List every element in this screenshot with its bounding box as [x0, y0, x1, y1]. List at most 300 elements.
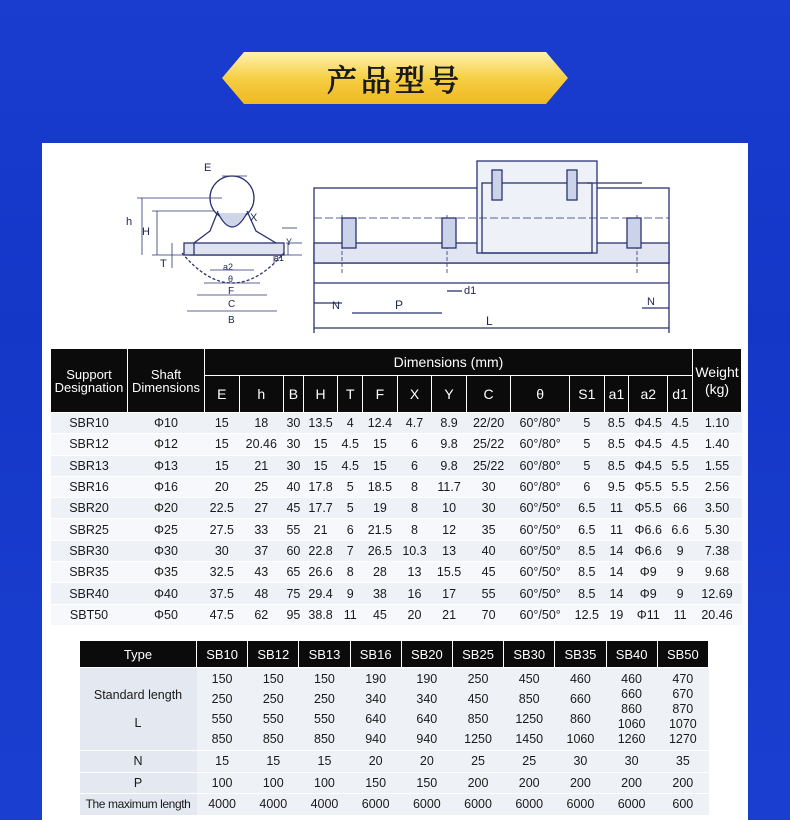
length-value: 250: [314, 692, 335, 706]
table-cell: 60°/80°: [511, 476, 570, 497]
table-cell: 1.40: [693, 434, 742, 455]
table-cell: 15: [303, 434, 338, 455]
table-cell: Φ13: [128, 455, 205, 476]
row-label-max-length: The maximum length: [80, 794, 197, 816]
length-value: 1450: [515, 732, 544, 746]
table-cell: 8.5: [604, 455, 629, 476]
table-cell: 21: [303, 519, 338, 540]
table-cell: Φ5.5: [629, 476, 668, 497]
dim-col-header: d1: [668, 376, 693, 413]
table-cell: 20: [397, 604, 432, 625]
type-header: SB35: [555, 641, 606, 668]
table-cell: 30: [284, 413, 304, 434]
table-cell: [197, 668, 248, 751]
length-value: 550: [262, 712, 284, 726]
type-header: SB30: [504, 641, 555, 668]
col-weight: Weight (kg): [693, 349, 742, 413]
label-theta: θ: [228, 274, 234, 284]
table-cell: 60°/50°: [511, 540, 570, 561]
table-cell: SBR40: [51, 583, 128, 604]
table-cell: 26.6: [303, 562, 338, 583]
table-cell: 45: [284, 498, 304, 519]
table-row: [51, 540, 742, 561]
table-cell: 60°/50°: [511, 604, 570, 625]
table-cell: 4: [338, 413, 363, 434]
table-row: [51, 498, 742, 519]
length-value: 1270: [668, 731, 697, 746]
table-cell: 5: [570, 455, 605, 476]
table-cell: Φ16: [128, 476, 205, 497]
table-cell: 200: [452, 772, 503, 794]
table-cell: 22/20: [466, 413, 510, 434]
table-cell: 8.5: [570, 562, 605, 583]
table-cell: 7: [338, 540, 363, 561]
table-cell: 17.8: [303, 476, 338, 497]
table-cell: 19: [363, 498, 398, 519]
table-cell: 9: [668, 562, 693, 583]
table-cell: 9: [338, 583, 363, 604]
length-value: 940: [365, 732, 387, 746]
table-cell: 20: [350, 751, 401, 773]
table-cell: Φ25: [128, 519, 205, 540]
spec-table: [50, 348, 742, 626]
table-cell: 3.50: [693, 498, 742, 519]
table-cell: 8: [397, 498, 432, 519]
table-cell: 150: [350, 772, 401, 794]
table-cell: 15: [363, 455, 398, 476]
table-cell: 30: [284, 434, 304, 455]
table-cell: 60°/80°: [511, 413, 570, 434]
table-cell: 19: [604, 604, 629, 625]
label-H: H: [142, 226, 150, 238]
table-cell: 16: [397, 583, 432, 604]
table-cell: 8.9: [432, 413, 467, 434]
table-cell: 1.55: [693, 455, 742, 476]
table-cell: Φ9: [629, 562, 668, 583]
table-cell: 11: [604, 498, 629, 519]
table-cell: 30: [205, 540, 240, 561]
table-cell: [401, 668, 452, 751]
length-table: [79, 640, 709, 816]
table-cell: 14: [604, 562, 629, 583]
table-row: [51, 455, 742, 476]
table-cell: 200: [606, 772, 657, 794]
dim-col-header: Y: [432, 376, 467, 413]
table-cell: [452, 668, 503, 751]
table-cell: 6000: [606, 794, 657, 816]
table-cell: Φ4.5: [629, 455, 668, 476]
table-cell: 6: [397, 434, 432, 455]
label-T: T: [160, 258, 167, 270]
table-cell: 66: [668, 498, 693, 519]
table-cell: [299, 668, 350, 751]
table-cell: 70: [466, 604, 510, 625]
table-cell: 200: [657, 772, 708, 794]
label-C: C: [228, 299, 236, 310]
length-value: 340: [365, 692, 387, 706]
dim-col-header: F: [363, 376, 398, 413]
table-cell: 60°/50°: [511, 498, 570, 519]
table-cell: Φ11: [629, 604, 668, 625]
table-cell: 55: [284, 519, 304, 540]
table-cell: 30: [466, 498, 510, 519]
table-cell: 17.7: [303, 498, 338, 519]
table-cell: Φ6.6: [629, 540, 668, 561]
table-cell: 11.7: [432, 476, 467, 497]
table-cell: 5: [338, 498, 363, 519]
table-cell: 37: [239, 540, 283, 561]
table-cell: 4.5: [668, 434, 693, 455]
length-value: 340: [416, 692, 438, 706]
table-cell: 6000: [350, 794, 401, 816]
table-cell: 30: [606, 751, 657, 773]
table-cell: 12.69: [693, 583, 742, 604]
label-N-left: N: [332, 300, 340, 312]
length-value: 1070: [668, 716, 697, 731]
length-value: 450: [518, 672, 540, 686]
table-cell: 47.5: [205, 604, 240, 625]
table-cell: 37.5: [205, 583, 240, 604]
table-cell: 35: [466, 519, 510, 540]
table-cell: [350, 668, 401, 751]
label-Y: Y: [286, 237, 293, 247]
label-X: X: [250, 212, 258, 224]
length-value: 850: [467, 712, 489, 726]
table-cell: 43: [239, 562, 283, 583]
table-cell: Φ20: [128, 498, 205, 519]
length-value: 460: [569, 672, 591, 686]
table-cell: 4000: [197, 794, 248, 816]
table-cell: 60°/50°: [511, 562, 570, 583]
dimension-diagram: [42, 143, 748, 343]
table-cell: 30: [284, 455, 304, 476]
length-value: 670: [672, 686, 694, 701]
table-cell: Φ30: [128, 540, 205, 561]
table-cell: Φ5.5: [629, 498, 668, 519]
length-value: 850: [211, 732, 233, 746]
length-value: 250: [467, 672, 489, 686]
table-cell: 8.5: [604, 413, 629, 434]
table-cell: 9: [668, 583, 693, 604]
table-row: [51, 604, 742, 625]
table-cell: 11: [668, 604, 693, 625]
table-cell: 30: [466, 476, 510, 497]
table-row: [80, 794, 709, 816]
table-cell: 22.8: [303, 540, 338, 561]
type-header: SB50: [657, 641, 708, 668]
label-N-right: N: [647, 296, 655, 308]
table-cell: 6000: [452, 794, 503, 816]
table-cell: 9.8: [432, 434, 467, 455]
length-value: 850: [518, 692, 540, 706]
label-B: B: [228, 315, 235, 326]
table-cell: 150: [401, 772, 452, 794]
table-cell: 75: [284, 583, 304, 604]
table-cell: 4.5: [338, 455, 363, 476]
table-cell: [248, 668, 299, 751]
label-L: L: [486, 314, 493, 328]
table-cell: 18.5: [363, 476, 398, 497]
col-type: Type: [80, 641, 197, 668]
table-cell: 17: [432, 583, 467, 604]
table-cell: 4000: [248, 794, 299, 816]
table-cell: 29.4: [303, 583, 338, 604]
table-cell: 20: [401, 751, 452, 773]
table-cell: SBR20: [51, 498, 128, 519]
side-view: [314, 161, 669, 333]
cross-section-view: [137, 176, 302, 311]
dim-col-header: θ: [511, 376, 570, 413]
length-value: 860: [621, 701, 643, 716]
dim-col-header: S1: [570, 376, 605, 413]
label-F: F: [228, 286, 235, 297]
table-cell: Φ40: [128, 583, 205, 604]
table-cell: 6: [397, 455, 432, 476]
type-header: SB10: [197, 641, 248, 668]
length-value: 640: [416, 712, 438, 726]
table-cell: 21: [239, 455, 283, 476]
dim-col-header: T: [338, 376, 363, 413]
table-cell: 4000: [299, 794, 350, 816]
label-a2: a2: [223, 262, 234, 272]
table-cell: 60: [284, 540, 304, 561]
table-cell: 6: [570, 476, 605, 497]
table-cell: SBR30: [51, 540, 128, 561]
length-value: 550: [211, 712, 233, 726]
label-a1: a1: [274, 253, 285, 263]
type-header: SB40: [606, 641, 657, 668]
table-row: [51, 413, 742, 434]
type-header: SB13: [299, 641, 350, 668]
table-cell: 60°/80°: [511, 455, 570, 476]
table-cell: 18: [239, 413, 283, 434]
length-value: 1260: [617, 731, 646, 746]
table-cell: 38: [363, 583, 398, 604]
label-E: E: [204, 162, 212, 174]
table-cell: SBR13: [51, 455, 128, 476]
table-row: [51, 519, 742, 540]
table-cell: SBR16: [51, 476, 128, 497]
table-cell: 100: [197, 772, 248, 794]
table-cell: Φ4.5: [629, 413, 668, 434]
table-cell: 100: [299, 772, 350, 794]
table-cell: 15: [363, 434, 398, 455]
label-h: h: [126, 216, 133, 228]
table-cell: [657, 668, 708, 751]
table-cell: 65: [284, 562, 304, 583]
table-cell: 33: [239, 519, 283, 540]
table-row: [51, 434, 742, 455]
table-cell: 15: [205, 455, 240, 476]
table-cell: 4.5: [338, 434, 363, 455]
table-cell: 7.38: [693, 540, 742, 561]
type-header: SB12: [248, 641, 299, 668]
dim-col-header: B: [284, 376, 304, 413]
table-cell: 25: [239, 476, 283, 497]
table-cell: 600: [657, 794, 708, 816]
label-d1: d1: [464, 285, 477, 297]
table-cell: 55: [466, 583, 510, 604]
table-cell: Φ6.6: [629, 519, 668, 540]
col-dimensions: Dimensions (mm): [205, 349, 693, 376]
table-cell: Φ9: [629, 583, 668, 604]
length-value: 640: [365, 712, 387, 726]
table-cell: [504, 668, 555, 751]
table-cell: 6000: [504, 794, 555, 816]
table-cell: 13: [432, 540, 467, 561]
table-cell: 6.5: [570, 498, 605, 519]
table-cell: 6000: [401, 794, 452, 816]
table-cell: 14: [604, 583, 629, 604]
length-value: 150: [262, 672, 284, 686]
table-cell: 8: [397, 519, 432, 540]
table-cell: 100: [248, 772, 299, 794]
dim-col-header: C: [466, 376, 510, 413]
table-cell: 6: [338, 519, 363, 540]
table-cell: 40: [466, 540, 510, 561]
length-value: 150: [314, 672, 335, 686]
table-cell: 60°/80°: [511, 434, 570, 455]
table-cell: 4.7: [397, 413, 432, 434]
table-row: [51, 476, 742, 497]
table-cell: 5: [570, 413, 605, 434]
length-value: 1250: [515, 712, 544, 726]
length-value: 460: [621, 671, 643, 686]
table-cell: 5.30: [693, 519, 742, 540]
length-value: 470: [672, 671, 694, 686]
table-cell: SBR25: [51, 519, 128, 540]
table-cell: 5.5: [668, 476, 693, 497]
length-value: 850: [314, 732, 335, 746]
table-cell: SBT50: [51, 604, 128, 625]
table-cell: 21: [432, 604, 467, 625]
dim-col-header: a1: [604, 376, 629, 413]
table-cell: 95: [284, 604, 304, 625]
length-value: 1250: [464, 732, 492, 746]
length-value: 660: [621, 686, 643, 701]
table-cell: 26.5: [363, 540, 398, 561]
table-cell: 15: [205, 413, 240, 434]
table-cell: 15: [303, 455, 338, 476]
table-cell: 22.5: [205, 498, 240, 519]
table-cell: 6.5: [570, 519, 605, 540]
table-cell: Φ35: [128, 562, 205, 583]
table-cell: 200: [555, 772, 606, 794]
table-cell: 35: [657, 751, 708, 773]
table-cell: 2.56: [693, 476, 742, 497]
type-header: SB25: [452, 641, 503, 668]
length-value: 250: [211, 692, 233, 706]
table-cell: 20: [205, 476, 240, 497]
table-cell: 10.3: [397, 540, 432, 561]
table-cell: Φ50: [128, 604, 205, 625]
length-value: 870: [672, 701, 694, 716]
type-header: SB20: [401, 641, 452, 668]
table-cell: 8: [338, 562, 363, 583]
table-cell: Φ10: [128, 413, 205, 434]
dim-col-header: E: [205, 376, 240, 413]
row-label-N: N: [80, 751, 197, 773]
table-cell: 38.8: [303, 604, 338, 625]
label-P: P: [395, 298, 404, 312]
table-cell: 20.46: [239, 434, 283, 455]
table-cell: [606, 668, 657, 751]
table-cell: 9.8: [432, 455, 467, 476]
table-cell: 20.46: [693, 604, 742, 625]
length-value: 940: [416, 732, 438, 746]
type-header: SB16: [350, 641, 401, 668]
table-row: [80, 772, 709, 794]
product-card: [42, 143, 748, 820]
length-value: 1060: [566, 732, 595, 746]
table-cell: 12.5: [570, 604, 605, 625]
table-cell: 32.5: [205, 562, 240, 583]
table-cell: SBR12: [51, 434, 128, 455]
length-value: 450: [467, 692, 489, 706]
table-cell: 45: [466, 562, 510, 583]
table-cell: 40: [284, 476, 304, 497]
table-cell: 27: [239, 498, 283, 519]
row-label-standard-length: Standard length L: [80, 668, 197, 751]
table-cell: 15: [299, 751, 350, 773]
length-value: 190: [416, 672, 438, 686]
dim-col-header: a2: [629, 376, 668, 413]
length-value: 860: [569, 712, 591, 726]
table-row: [80, 751, 709, 773]
table-cell: 6.6: [668, 519, 693, 540]
table-cell: 5: [338, 476, 363, 497]
table-cell: 8.5: [570, 540, 605, 561]
table-cell: 9.68: [693, 562, 742, 583]
table-cell: 15.5: [432, 562, 467, 583]
dim-col-header: H: [303, 376, 338, 413]
table-cell: 25: [504, 751, 555, 773]
table-cell: SBR35: [51, 562, 128, 583]
table-cell: 30: [555, 751, 606, 773]
table-cell: 10: [432, 498, 467, 519]
table-cell: 25/22: [466, 455, 510, 476]
table-cell: 13.5: [303, 413, 338, 434]
table-cell: 1.10: [693, 413, 742, 434]
table-cell: 6000: [555, 794, 606, 816]
table-row: [51, 583, 742, 604]
table-cell: 62: [239, 604, 283, 625]
table-cell: 12: [432, 519, 467, 540]
table-cell: 5: [570, 434, 605, 455]
dim-col-header: h: [239, 376, 283, 413]
table-row: [51, 562, 742, 583]
table-cell: 4.5: [668, 413, 693, 434]
table-cell: 8.5: [604, 434, 629, 455]
table-cell: 11: [338, 604, 363, 625]
table-row: [80, 668, 709, 751]
table-cell: 9: [668, 540, 693, 561]
length-value: 1060: [617, 716, 646, 731]
table-cell: 60°/50°: [511, 519, 570, 540]
length-value: 550: [314, 712, 335, 726]
length-value: 250: [262, 692, 284, 706]
table-cell: 25: [452, 751, 503, 773]
table-cell: 15: [197, 751, 248, 773]
row-label-P: P: [80, 772, 197, 794]
table-cell: 48: [239, 583, 283, 604]
table-cell: 60°/50°: [511, 583, 570, 604]
table-cell: [555, 668, 606, 751]
table-cell: 5.5: [668, 455, 693, 476]
col-shaft-dimensions: Shaft Dimensions: [128, 349, 205, 413]
col-support-designation: Support Designation: [51, 349, 128, 413]
length-value: 190: [365, 672, 387, 686]
